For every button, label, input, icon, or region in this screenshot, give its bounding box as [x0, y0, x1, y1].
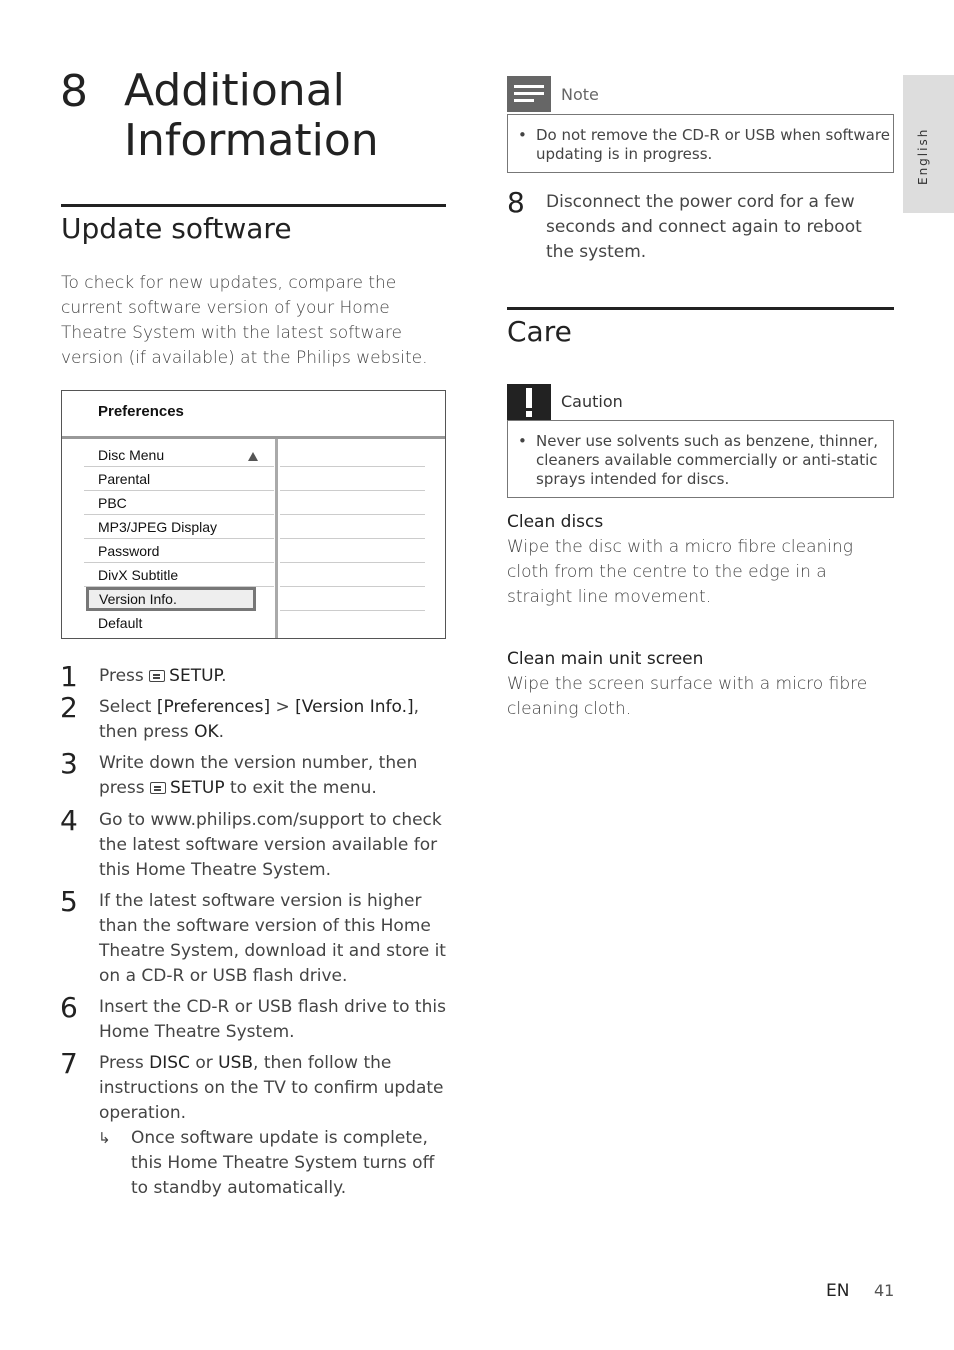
step-number: 7	[60, 1047, 78, 1080]
menu-title: Preferences	[98, 403, 184, 420]
clean-screen-text: Wipe the screen surface with a micro fibre cleaning cloth.	[507, 674, 868, 719]
menu-list	[84, 443, 274, 635]
step-5: 5 If the latest software version is higher than the software version of this Home Theatre System, download it and store it on a CD-R or USB flash drive.	[60, 885, 446, 986]
menu-item-divx-subtitle: DivX Subtitle	[84, 563, 274, 587]
step-number: 8	[507, 186, 525, 219]
note-item: • Do not remove the CD-R or USB when software updating is in progress.	[508, 126, 893, 164]
menu-column-divider	[275, 439, 278, 638]
setup-icon	[149, 670, 165, 682]
result-arrow-icon: ↳	[98, 1129, 111, 1147]
menu-item-pbc: PBC	[84, 491, 274, 515]
step-8: 8 Disconnect the power cord for a few seconds and connect again to reboot the system.	[507, 186, 862, 262]
step-4: 4 Go to www.philips.com/support to check the latest software version available for this Home Theatre System.	[60, 804, 442, 880]
section-heading-update-software: Update software	[61, 212, 292, 245]
menu-value-column	[280, 443, 425, 611]
step-3: 3 Write down the version number, then press SETUP to exit the menu.	[60, 747, 418, 798]
section-rule	[507, 307, 894, 310]
chapter-title: Additional Information	[124, 65, 379, 166]
step-number: 3	[60, 747, 78, 780]
step-number: 5	[60, 885, 78, 918]
menu-title-separator	[62, 436, 445, 439]
menu-item-version-info: Version Info.	[86, 587, 256, 611]
note-icon	[507, 76, 551, 112]
scroll-up-icon	[248, 452, 258, 461]
menu-item-default: Default	[98, 615, 143, 631]
caution-label: Caution	[561, 392, 623, 411]
preferences-menu-screenshot	[61, 390, 446, 639]
clean-discs-title: Clean discs	[507, 512, 604, 532]
section-heading-care: Care	[507, 315, 572, 348]
step-7-result: ↳ Once software update is complete, this Home Theatre System turns off to standby automatically.	[98, 1128, 435, 1198]
step-2: 2 Select [Preferences] > [Version Info.], then press OK.	[60, 691, 420, 742]
language-tab	[903, 75, 954, 213]
menu-item-disc-menu: Disc Menu	[84, 443, 274, 467]
menu-item-mp3-jpeg-display: MP3/JPEG Display	[84, 515, 274, 539]
note-label: Note	[561, 85, 599, 104]
update-software-intro: To check for new updates, compare the current software version of your Home Theatre System with the latest software version (if available) at the Philips website.	[61, 273, 428, 368]
setup-icon	[150, 782, 166, 794]
section-rule	[61, 204, 446, 207]
step-1: 1 Press SETUP.	[60, 660, 227, 693]
note-box	[507, 114, 894, 173]
chapter-number: 8	[60, 66, 88, 117]
caution-box	[507, 420, 894, 498]
step-number: 6	[60, 991, 78, 1024]
step-number: 1	[60, 660, 78, 693]
step-number: 4	[60, 804, 78, 837]
step-6: 6 Insert the CD-R or USB flash drive to this Home Theatre System.	[60, 991, 446, 1042]
footer-language: EN	[826, 1281, 850, 1301]
menu-item-password: Password	[84, 539, 274, 563]
caution-item: • Never use solvents such as benzene, thinner, cleaners available commercially or anti-static sprays intended for discs.	[508, 432, 893, 489]
page-number: 41	[874, 1281, 895, 1300]
step-7: 7 Press DISC or USB, then follow the instructions on the TV to confirm update operation. ↳ Once software update is complete, this Home Theatre System turns off to standby automatically.	[60, 1051, 450, 1201]
clean-discs-text: Wipe the disc with a micro fibre cleaning cloth from the centre to the edge in a straight line movement.	[507, 537, 853, 607]
clean-screen-title: Clean main unit screen	[507, 649, 704, 669]
step-number: 2	[60, 691, 78, 724]
exclamation-icon	[507, 384, 551, 420]
menu-item-parental: Parental	[84, 467, 274, 491]
language-tab-label: English	[916, 127, 930, 185]
